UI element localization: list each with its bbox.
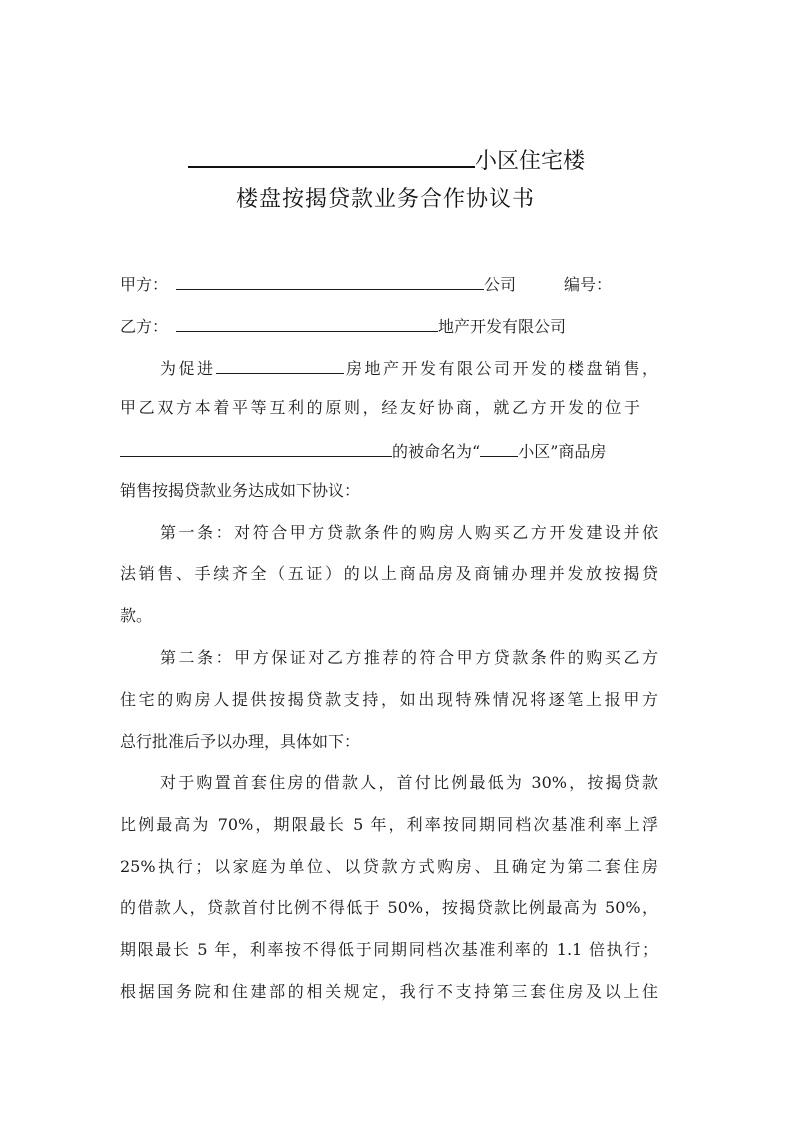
article-1-line-3: 款。 — [120, 606, 153, 625]
preamble-line-2: 甲乙双方本着平等互利的原则，经友好协商，就乙方开发的位于 — [120, 398, 640, 417]
article-1-line-2: 法销售、手续齐全（五证）的以上商品房及商铺办理并发放按揭贷 — [120, 564, 658, 583]
terms-line-3: 25%执行；以家庭为单位、以贷款方式购房、且确定为第二套住房 — [120, 857, 658, 876]
terms-line-2: 比例最高为 70%，期限最长 5 年，利率按同期同档次基准利率上浮 — [120, 815, 658, 834]
party-a-label: 甲方： — [120, 275, 169, 294]
party-b-row — [120, 315, 566, 337]
project-name-blank[interactable] — [188, 146, 475, 168]
article-2-line-2: 住宅的购房人提供按揭贷款支持，如出现特殊情况将逐笔上报甲方 — [120, 690, 658, 709]
location-blank[interactable] — [120, 440, 392, 457]
title-suffix: 小区住宅楼 — [475, 149, 586, 174]
terms-line-6: 根据国务院和住建部的相关规定，我行不支持第三套住房及以上住 — [120, 982, 658, 1001]
community-name-blank[interactable] — [480, 440, 518, 457]
preamble-line-4: 销售按揭贷款业务达成如下协议： — [120, 481, 361, 500]
terms-line-4: 的借款人，贷款首付比例不得低于 50%，按揭贷款比例最高为 50%， — [120, 898, 658, 917]
party-a-row — [120, 273, 612, 295]
preamble-line-3: 的被命名为“ 小区”商品房 — [120, 440, 606, 462]
terms-line-1: 对于购置首套住房的借款人，首付比例最低为 30%，按揭贷款 — [160, 773, 658, 792]
article-2-line-1: 第二条：甲方保证对乙方推荐的符合甲方贷款条件的购买乙方 — [160, 648, 658, 667]
title-line-1 — [188, 146, 585, 175]
title-line-2: 楼盘按揭贷款业务合作协议书 — [236, 187, 536, 212]
party-a-suffix: 公司 — [484, 275, 517, 294]
article-2-line-3: 总行批准后予以办理，具体如下： — [120, 732, 361, 751]
article-1-line-1: 第一条：对符合甲方贷款条件的购房人购买乙方开发建设并依 — [160, 523, 658, 542]
terms-line-5: 期限最长 5 年，利率按不得低于同期同档次基准利率的 1.1 倍执行； — [120, 940, 658, 959]
party-a-blank[interactable] — [176, 273, 484, 290]
serial-label: 编号： — [564, 275, 613, 294]
party-b-blank[interactable] — [176, 315, 438, 332]
preamble-line-1: 为促进 房地产开发有限公司开发的楼盘销售， — [160, 359, 658, 378]
party-b-label: 乙方： — [120, 317, 169, 336]
developer-blank[interactable] — [216, 357, 344, 374]
party-b-suffix: 地产开发有限公司 — [438, 317, 567, 336]
